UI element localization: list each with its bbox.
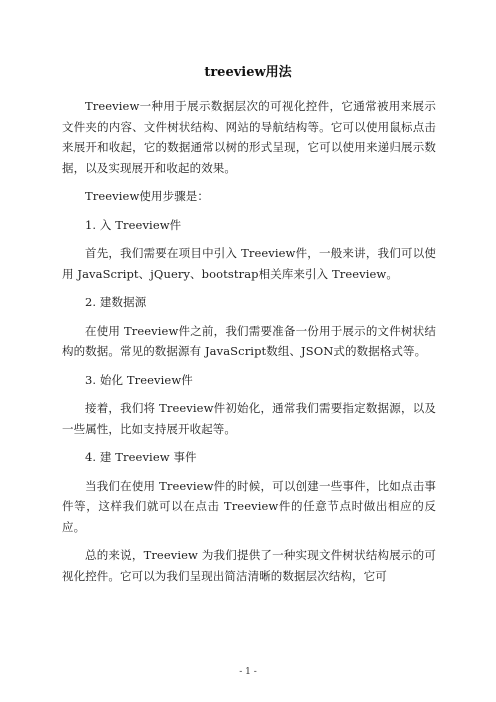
paragraph-intro: Treeview一种用于展示数据层次的可视化控件，它通常被用来展示文件夹的内容、文件树状结构、网站的导航结构等。它可以使用鼠标点击来展开和收起，它的数据通常以树的形式呈现，它可以使用来递归展示数据，以及实现展开和收起的效果。 (62, 99, 436, 175)
page-number: - 1 - (239, 667, 257, 677)
step-4-heading: 4. 建 Treeview 事件 (85, 450, 197, 464)
step-1-heading: 1. 入 Treeview件 (85, 217, 182, 232)
step-1-text: 首先，我们需要在项目中引入 Treeview件，一般来讲，我们可以使用 JavaScript、jQuery、bootstrap相关库来引入 Treeview。 (62, 246, 436, 281)
paragraph-summary: 总的来说，Treeview 为我们提供了一种实现文件树状结构展示的可视化控件。它可以为我们呈现出简洁清晰的数据层次结构，它可 (62, 548, 436, 583)
document-body (62, 96, 436, 594)
document-title: treeview用法 (204, 65, 292, 80)
step-3-heading: 3. 始化 Treeview件 (85, 372, 193, 387)
step-2-text: 在使用 Treeview件之前，我们需要准备一份用于展示的文件树状结构的数据。常见的数据源有 JavaScript数组、JSON式的数据格式等。 (62, 323, 436, 358)
step-3-text: 接着，我们将 Treeview件初始化，通常我们需要指定数据源，以及一些属性，比如支持展开收起等。 (62, 401, 436, 436)
step-2-heading: 2. 建数据源 (85, 295, 147, 309)
paragraph-steps-heading: Treeview使用步骤是： (85, 189, 210, 203)
step-4-text: 当我们在使用 Treeview件的时候，可以创建一些事件，比如点击事件等，这样我们就可以在点击 Treeview件的任意节点时做出相应的反应。 (62, 478, 436, 534)
